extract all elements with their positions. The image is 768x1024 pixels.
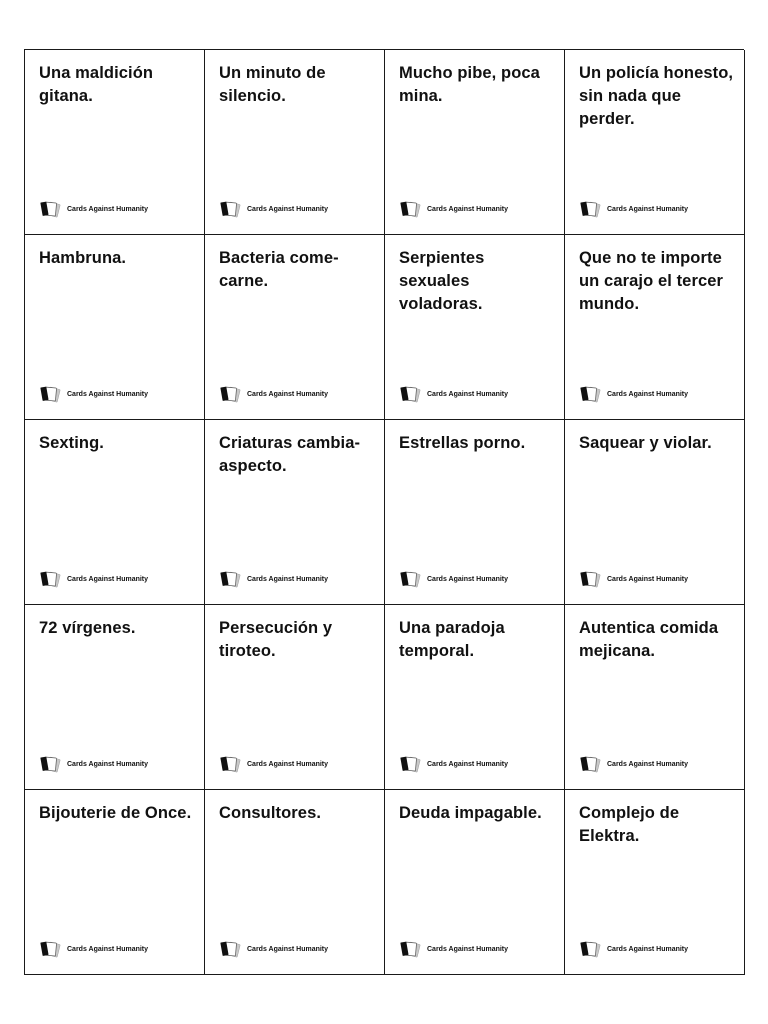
card-text: Hambruna. [39,249,127,267]
card-branding [220,385,328,403]
card-stack-logo-icon [220,570,244,588]
answer-card [565,790,745,975]
card-text: Consultores. [219,804,322,822]
card-branding [580,385,688,403]
card-text: Que no te importe un carajo el tercer mundo. [579,249,724,313]
card-stack-logo-icon [220,940,244,958]
answer-card [565,235,745,420]
card-branding [40,200,148,218]
answer-card [565,605,745,790]
answer-card [205,605,385,790]
card-branding [400,200,508,218]
card-stack-logo-icon [40,570,64,588]
answer-card [25,235,205,420]
answer-card [385,50,565,235]
brand-name: Cards Against Humanity [427,390,509,398]
card-branding [220,200,328,218]
answer-card [385,605,565,790]
card-text: Un minuto de silencio. [219,64,326,105]
card-stack-logo-icon [40,940,64,958]
brand-name: Cards Against Humanity [427,575,509,583]
card-stack-logo-icon [400,385,424,403]
card-branding [580,200,688,218]
answer-card [565,420,745,605]
card-stack-logo-icon [220,385,244,403]
brand-name: Cards Against Humanity [607,575,689,583]
card-stack-logo-icon [580,755,604,773]
card-stack-logo-icon [400,570,424,588]
card-stack-logo-icon [220,200,244,218]
card-text: Complejo de Elektra. [579,804,680,845]
card-text: Una maldición gitana. [39,64,154,105]
answer-card [385,235,565,420]
card-stack-logo-icon [580,940,604,958]
card-stack-logo-icon [580,385,604,403]
brand-name: Cards Against Humanity [67,205,149,213]
answer-card [565,50,745,235]
brand-name: Cards Against Humanity [247,945,329,953]
card-text: Autentica comida mejicana. [579,619,719,660]
answer-card [25,420,205,605]
card-branding [400,570,508,588]
brand-name: Cards Against Humanity [67,760,149,768]
card-branding [580,570,688,588]
card-stack-logo-icon [40,385,64,403]
card-stack-logo-icon [40,200,64,218]
answer-card [205,50,385,235]
brand-name: Cards Against Humanity [427,760,509,768]
brand-name: Cards Against Humanity [67,575,149,583]
card-branding [40,570,148,588]
card-stack-logo-icon [400,940,424,958]
card-branding [400,385,508,403]
answer-card [385,420,565,605]
card-stack-logo-icon [580,570,604,588]
answer-card [205,235,385,420]
card-stack-logo-icon [580,200,604,218]
card-sheet [24,49,744,975]
card-text: Saquear y violar. [579,434,712,452]
brand-name: Cards Against Humanity [607,390,689,398]
card-text: Mucho pibe, poca mina. [399,64,540,105]
card-branding [580,755,688,773]
answer-card [25,50,205,235]
brand-name: Cards Against Humanity [247,760,329,768]
card-branding [400,755,508,773]
brand-name: Cards Against Humanity [607,945,689,953]
brand-name: Cards Against Humanity [67,390,149,398]
brand-name: Cards Against Humanity [247,575,329,583]
card-text: 72 vírgenes. [39,619,136,637]
card-stack-logo-icon [40,755,64,773]
card-text: Deuda impagable. [399,804,542,822]
card-text: Una paradoja temporal. [399,619,505,660]
card-branding [580,940,688,958]
card-branding [220,940,328,958]
card-branding [40,385,148,403]
brand-name: Cards Against Humanity [427,945,509,953]
card-branding [40,755,148,773]
card-stack-logo-icon [400,755,424,773]
card-text: Sexting. [39,434,104,452]
brand-name: Cards Against Humanity [247,205,329,213]
card-text: Estrellas porno. [399,434,526,452]
answer-card [205,790,385,975]
card-stack-logo-icon [400,200,424,218]
card-text: Bijouterie de Once. [39,804,192,822]
brand-name: Cards Against Humanity [607,760,689,768]
card-text: Serpientes sexuales voladoras. [399,249,485,313]
answer-card [205,420,385,605]
card-text: Un policía honesto, sin nada que perder. [579,64,734,128]
brand-name: Cards Against Humanity [247,390,329,398]
card-branding [220,755,328,773]
card-text: Persecución y tiroteo. [219,619,333,660]
answer-card [25,790,205,975]
card-branding [220,570,328,588]
brand-name: Cards Against Humanity [67,945,149,953]
card-branding [40,940,148,958]
brand-name: Cards Against Humanity [427,205,509,213]
card-stack-logo-icon [220,755,244,773]
answer-card [25,605,205,790]
card-text: Bacteria come-carne. [219,249,339,290]
card-text: Criaturas cambia-aspecto. [219,434,361,475]
brand-name: Cards Against Humanity [607,205,689,213]
answer-card [385,790,565,975]
card-branding [400,940,508,958]
